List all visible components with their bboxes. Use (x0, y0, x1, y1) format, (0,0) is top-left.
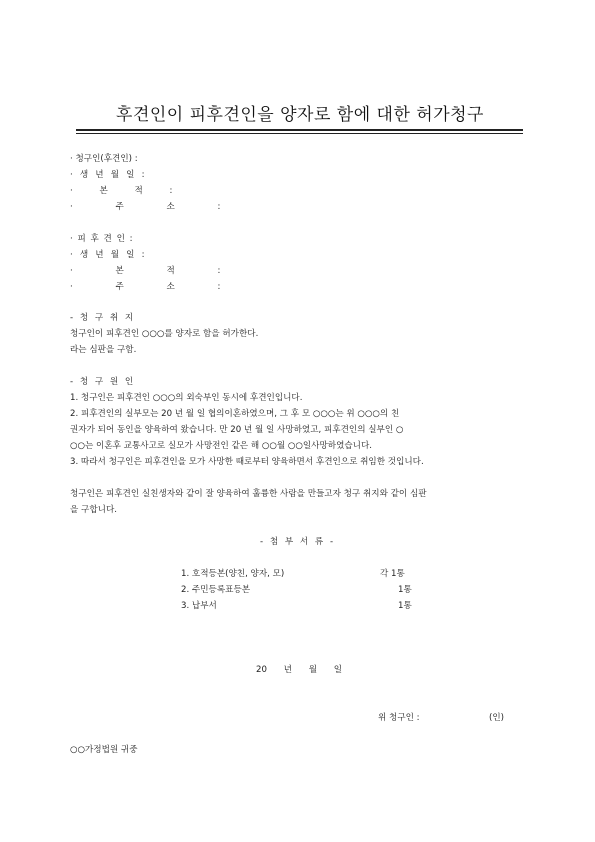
cause-line-2b: 권자가 되어 동인을 양육하여 왔습니다. 만 20 년 월 일 사망하였고, 피후견인의 실부인 ○ (70, 425, 404, 435)
claimant-origin-label: · 본 적 : (70, 186, 173, 196)
attachment-item-3-qty: 1통 (398, 601, 412, 611)
purpose-line-1: 청구인이 피후견인 ○○○를 양자로 함을 허가한다. (70, 329, 259, 339)
claimant-address-label: · 주 소 : (70, 202, 221, 212)
document-date: 20 년 월 일 (256, 665, 343, 675)
purpose-heading: - 청 구 취 지 (70, 313, 136, 323)
cause-line-2c: ○○는 이혼후 교통사고로 실모가 사망전인 같은 해 ○○월 ○○일사망하였습니다. (70, 441, 373, 451)
document-title: 후견인이 피후견인을 양자로 함에 대한 허가청구 (116, 105, 484, 125)
claimant-birth-label: · 생 년 월 일 : (70, 170, 147, 180)
closing-line-1: 청구인은 피후견인 실친생자와 같이 잘 양육하여 훌륭한 사람을 만들고자 청구 취지와 같이 심판 (70, 489, 427, 499)
attachments-heading: - 첨 부 서 류 - (260, 537, 336, 547)
purpose-line-2: 라는 심판을 구함. (70, 345, 137, 355)
cause-line-2a: 2. 피후견인의 실부모는 20 년 월 일 협의이혼하였으며, 그 후 모 ○○○는 위 ○○○의 친 (70, 409, 400, 419)
cause-heading: - 청 구 원 인 (70, 377, 136, 387)
title-underline (76, 129, 523, 131)
attachment-item-3-name: 3. 납부서 (181, 601, 217, 611)
ward-address-label: · 주 소 : (70, 282, 221, 292)
attachment-item-2-qty: 1통 (398, 585, 412, 595)
cause-line-1: 1. 청구인은 피후견인 ○○○의 외숙부인 동시에 후견인입니다. (70, 393, 303, 403)
attachment-item-2-name: 2. 주민등록표등본 (181, 585, 251, 595)
claimant-name-label: · 청구인(후견인) : (70, 154, 138, 164)
ward-origin-label: · 본 적 : (70, 266, 221, 276)
attachment-item-1-name: 1. 호적등본(양친, 양자, 모) (181, 569, 285, 579)
closing-line-2: 을 구합니다. (70, 505, 117, 515)
signature-seal: (인) (489, 713, 505, 723)
attachment-item-1-qty: 각 1통 (380, 569, 405, 579)
signature-label: 위 청구인 : (378, 713, 420, 723)
ward-name-label: · 피 후 견 인 : (70, 234, 134, 244)
ward-birth-label: · 생 년 월 일 : (70, 250, 147, 260)
court-addressee: ○○가정법원 귀중 (70, 745, 138, 755)
title-underline-thin (76, 133, 523, 134)
cause-line-3: 3. 따라서 청구인은 피후견인을 모가 사망한 때로부터 양육하면서 후견인으로 취임한 것입니다. (70, 457, 424, 467)
